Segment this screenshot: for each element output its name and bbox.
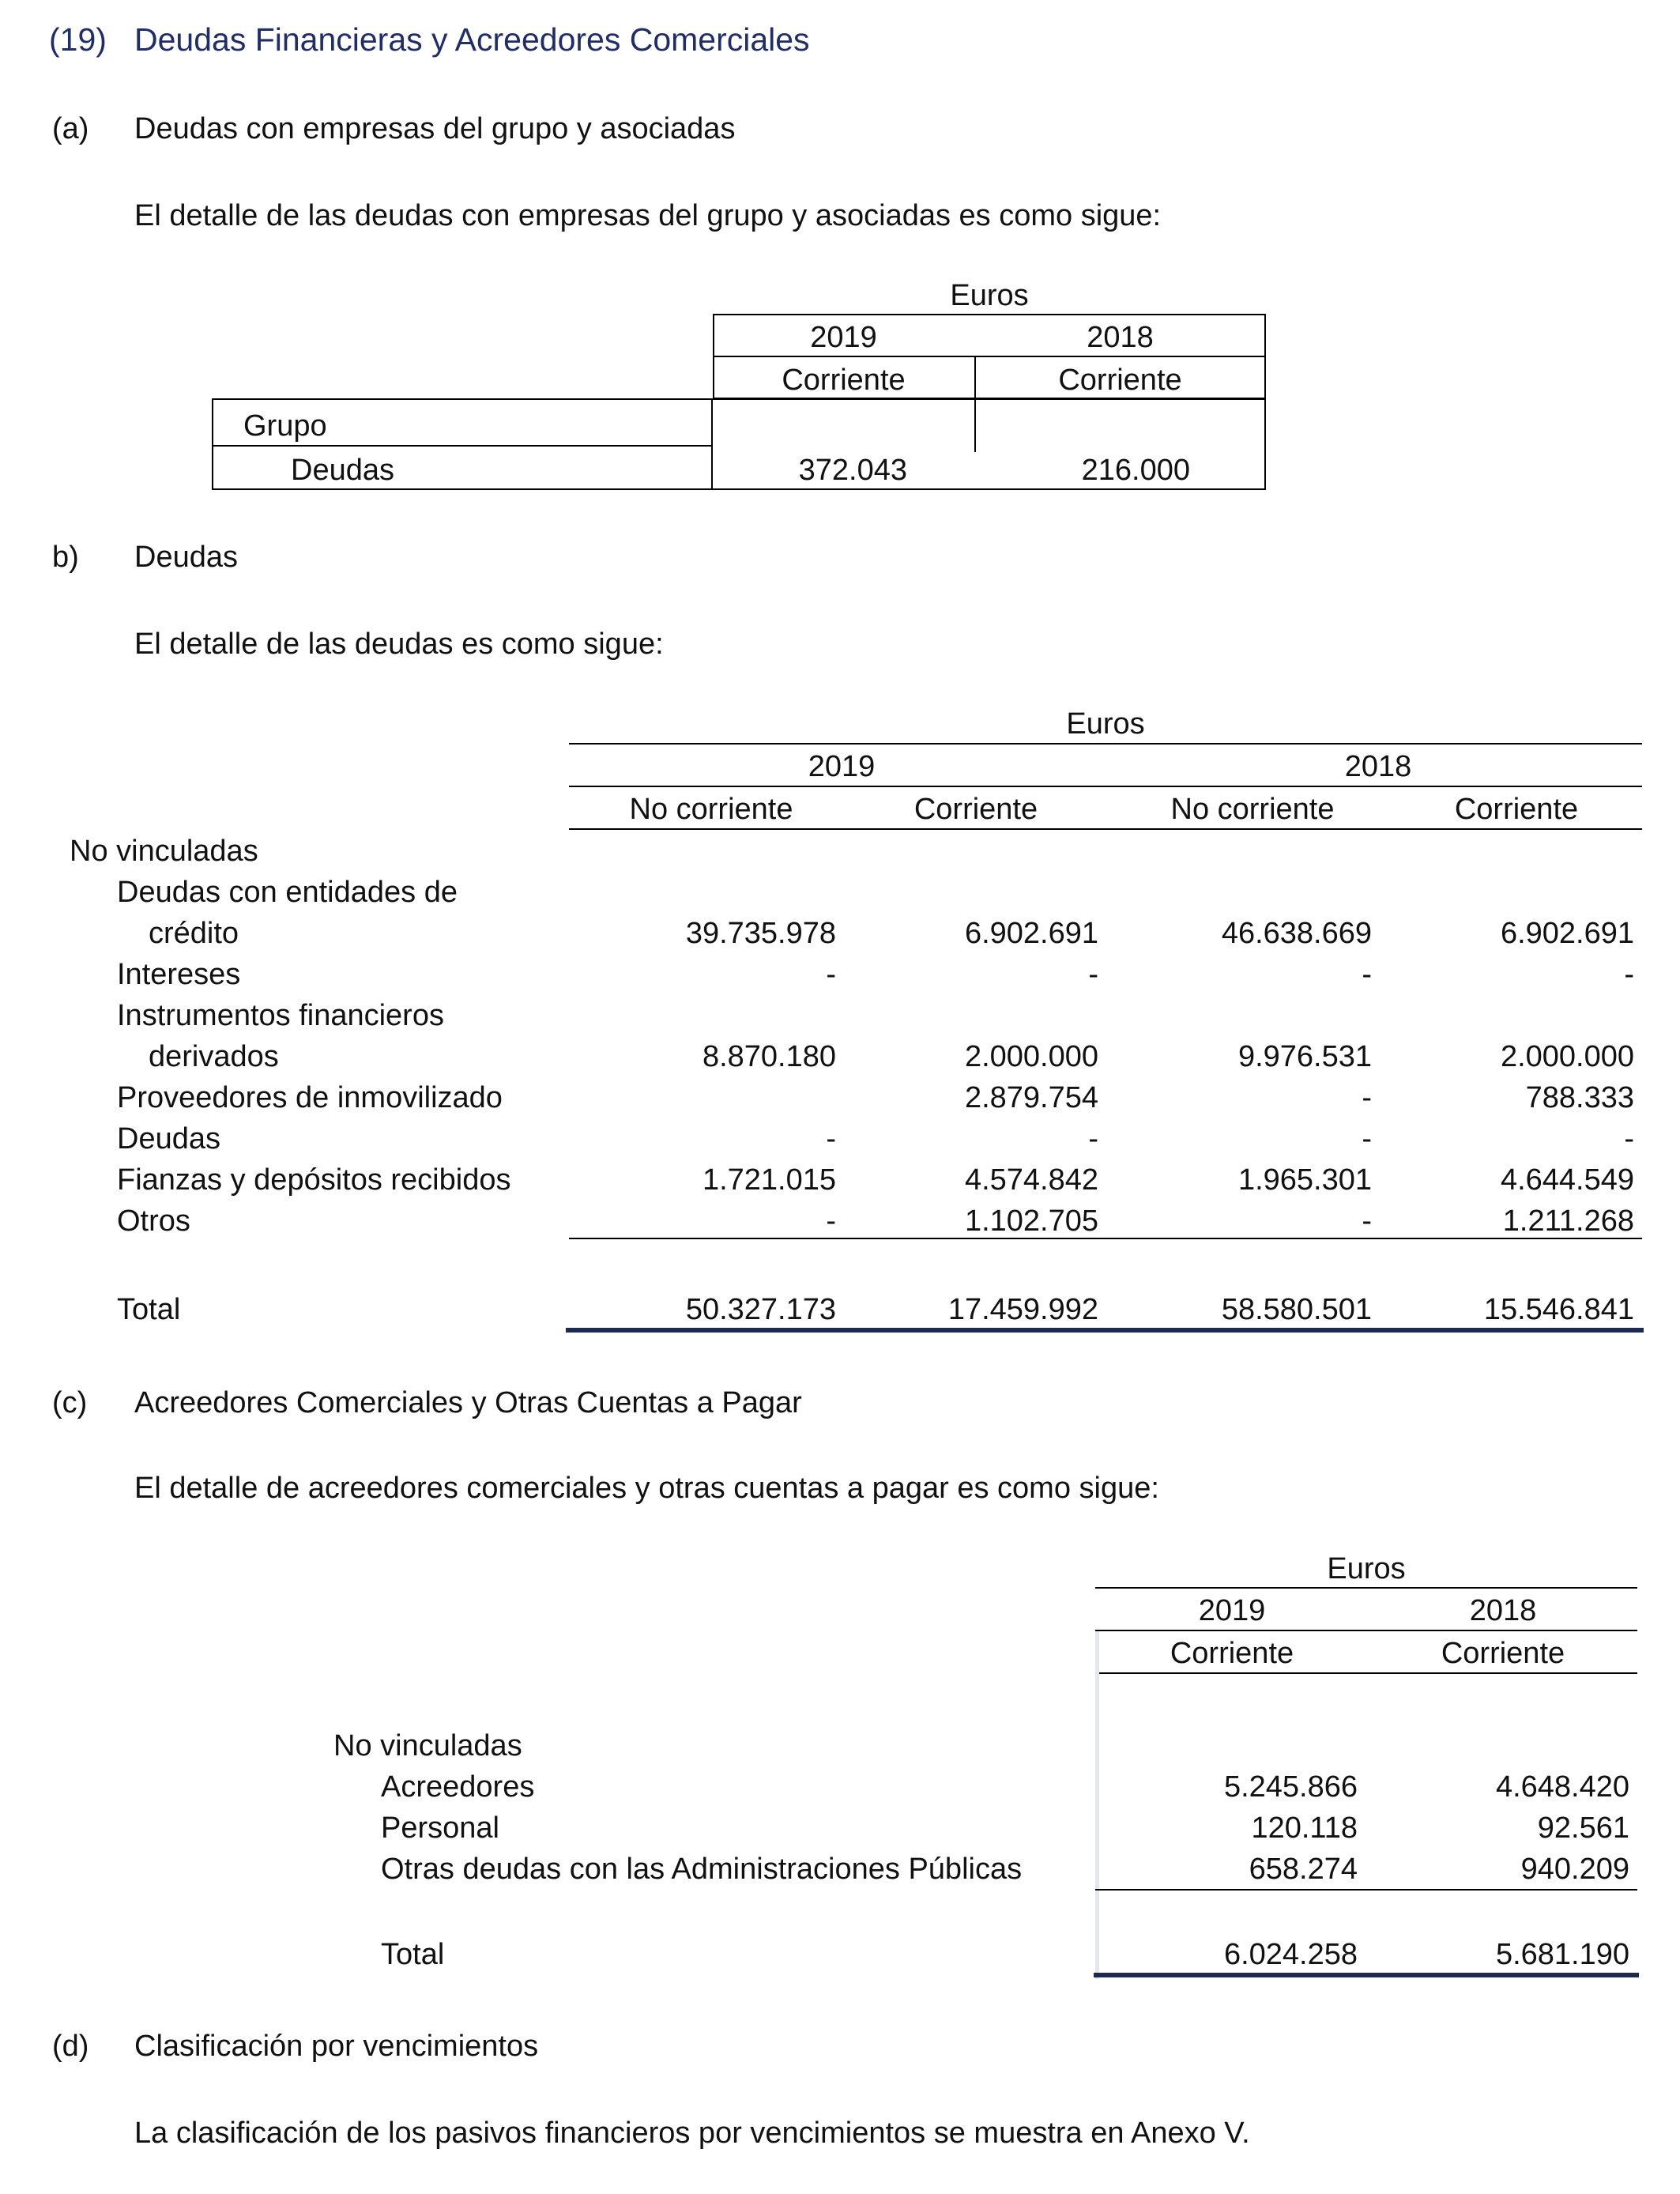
table-c-subtotal-rule (1095, 1889, 1637, 1891)
subsection-d-marker: (d) (52, 2030, 89, 2063)
table-b-row-label: Deudas (117, 1122, 220, 1155)
table-a-col-header: Corriente (1058, 364, 1182, 397)
table-b-cell: 6.902.691 (1500, 917, 1634, 950)
table-b-row-label: Deudas con entidades de (117, 876, 458, 909)
table-b-cell: - (1088, 958, 1098, 991)
table-b-row-label-cont: crédito (149, 917, 239, 950)
table-a-row-divider (212, 445, 713, 447)
table-b-cell: 1.102.705 (964, 1204, 1098, 1238)
table-b-cell: - (1362, 1122, 1372, 1155)
table-b-col-header: Corriente (1454, 793, 1579, 826)
table-b-cell: - (826, 1204, 836, 1238)
table-c-cell: 658.274 (1249, 1853, 1358, 1886)
table-c-row-label: Otras deudas con las Administraciones Públicas (381, 1853, 1023, 1886)
table-b-col-header: No corriente (629, 793, 793, 826)
table-b-cell: 6.902.691 (964, 917, 1098, 950)
table-a-col-header: Corriente (782, 364, 906, 397)
table-c-cell: 92.561 (1537, 1811, 1629, 1845)
table-c-total-rule (1094, 1973, 1639, 1977)
table-b-cell: 46.638.669 (1221, 917, 1372, 950)
table-b-cell: 788.333 (1525, 1081, 1634, 1114)
table-b-unit: Euros (1066, 707, 1145, 741)
table-b-cell: 1.211.268 (1502, 1204, 1634, 1238)
subsection-b-intro: El detalle de las deudas es como sigue: (134, 628, 664, 661)
table-b-total-rule (566, 1328, 1644, 1333)
table-b-cell: 4.574.842 (964, 1163, 1098, 1197)
table-c-rule (1095, 1672, 1637, 1674)
table-a-group-label: Grupo (243, 409, 327, 443)
table-a-unit: Euros (950, 279, 1029, 312)
table-c-col-header: Corriente (1170, 1637, 1294, 1670)
table-b-total-cell: 15.546.841 (1483, 1293, 1634, 1326)
subsection-d-title: Clasificación por vencimientos (134, 2030, 539, 2063)
table-b-total-label: Total (117, 1293, 181, 1326)
table-b-cell: - (1362, 1081, 1372, 1114)
table-c-cell: 120.118 (1251, 1811, 1358, 1845)
table-b-cell: - (826, 958, 836, 991)
table-a-year-2018: 2018 (1087, 321, 1154, 354)
table-b-row-label: Instrumentos financieros (117, 999, 444, 1032)
table-b-total-cell: 50.327.173 (685, 1293, 836, 1326)
table-a-value: 372.043 (798, 454, 907, 487)
table-b-cell: 2.000.000 (1500, 1040, 1634, 1073)
table-b-row-label: Fianzas y depósitos recibidos (117, 1163, 511, 1197)
table-c-unit: Euros (1327, 1552, 1406, 1585)
table-b-rule (569, 786, 1642, 787)
table-b-cell: - (1088, 1122, 1098, 1155)
table-b-cell: 2.879.754 (964, 1081, 1098, 1114)
table-b-row-label: Otros (117, 1204, 190, 1238)
table-c-cell: 5.245.866 (1223, 1770, 1358, 1804)
table-c-cell: 4.648.420 (1495, 1770, 1629, 1804)
table-b-cell: - (1362, 1204, 1372, 1238)
table-c-row-label: Acreedores (381, 1770, 535, 1804)
subsection-c-marker: (c) (52, 1386, 88, 1419)
table-c-year-2019: 2019 (1198, 1594, 1266, 1627)
section-title: Deudas Financieras y Acreedores Comerciales (134, 21, 810, 58)
table-b-rule (569, 828, 1642, 830)
table-b-cell: - (1624, 958, 1634, 991)
table-b-cell: 4.644.549 (1500, 1163, 1634, 1197)
table-b-rule (569, 743, 1642, 745)
subsection-a-marker: (a) (52, 112, 89, 145)
subsection-c-intro: El detalle de acreedores comerciales y otras cuentas a pagar es como sigue: (134, 1472, 1159, 1505)
table-b-col-header: No corriente (1170, 793, 1335, 826)
table-c-year-2018: 2018 (1469, 1594, 1537, 1627)
table-b-subtotal-rule (569, 1238, 1642, 1239)
table-c-total-cell: 5.681.190 (1495, 1938, 1629, 1971)
table-b-row-label: Intereses (117, 958, 241, 991)
table-c-total-cell: 6.024.258 (1223, 1938, 1358, 1971)
table-b-total-cell: 17.459.992 (947, 1293, 1098, 1326)
table-c-rule (1095, 1587, 1637, 1589)
subsection-c-title: Acreedores Comerciales y Otras Cuentas a Pagar (134, 1386, 802, 1419)
table-c-cell: 940.209 (1520, 1853, 1629, 1886)
table-b-year-2018: 2018 (1344, 750, 1412, 783)
table-b-group-label: No vinculadas (70, 835, 258, 868)
table-b-total-cell: 58.580.501 (1221, 1293, 1372, 1326)
table-c-col-header: Corriente (1441, 1637, 1565, 1670)
section-number: (19) (49, 21, 107, 58)
table-c-group-label: No vinculadas (333, 1729, 522, 1762)
table-c-shade-bar (1095, 1631, 1099, 1979)
subsection-a-intro: El detalle de las deudas con empresas del grupo y asociadas es como sigue: (134, 199, 1162, 232)
table-b-row-label: Proveedores de inmovilizado (117, 1081, 503, 1114)
table-b-cell: 1.721.015 (702, 1163, 836, 1197)
table-b-cell: - (1362, 958, 1372, 991)
table-b-cell: 9.976.531 (1237, 1040, 1372, 1073)
subsection-b-marker: b) (52, 541, 79, 574)
table-b-cell: 8.870.180 (702, 1040, 836, 1073)
table-a-year-2019: 2019 (810, 321, 877, 354)
table-b-cell: - (1624, 1122, 1634, 1155)
table-b-year-2019: 2019 (808, 750, 876, 783)
table-c-row-label: Personal (381, 1811, 499, 1845)
table-c-total-label: Total (381, 1938, 445, 1971)
table-b-cell: 2.000.000 (964, 1040, 1098, 1073)
table-b-row-label-cont: derivados (149, 1040, 279, 1073)
table-a-row-label: Deudas (291, 454, 394, 487)
table-c-rule (1095, 1630, 1637, 1631)
table-a-header-divider (713, 356, 1266, 357)
table-b-cell: - (826, 1122, 836, 1155)
table-b-col-header: Corriente (913, 793, 1038, 826)
subsection-d-text: La clasificación de los pasivos financieros por vencimientos se muestra en Anexo V. (134, 2117, 1250, 2150)
table-b-cell: 39.735.978 (685, 917, 836, 950)
table-b-cell: 1.965.301 (1237, 1163, 1372, 1197)
subsection-a-title: Deudas con empresas del grupo y asociadas (134, 112, 736, 145)
subsection-b-title: Deudas (134, 541, 238, 574)
table-a-value: 216.000 (1081, 454, 1190, 487)
